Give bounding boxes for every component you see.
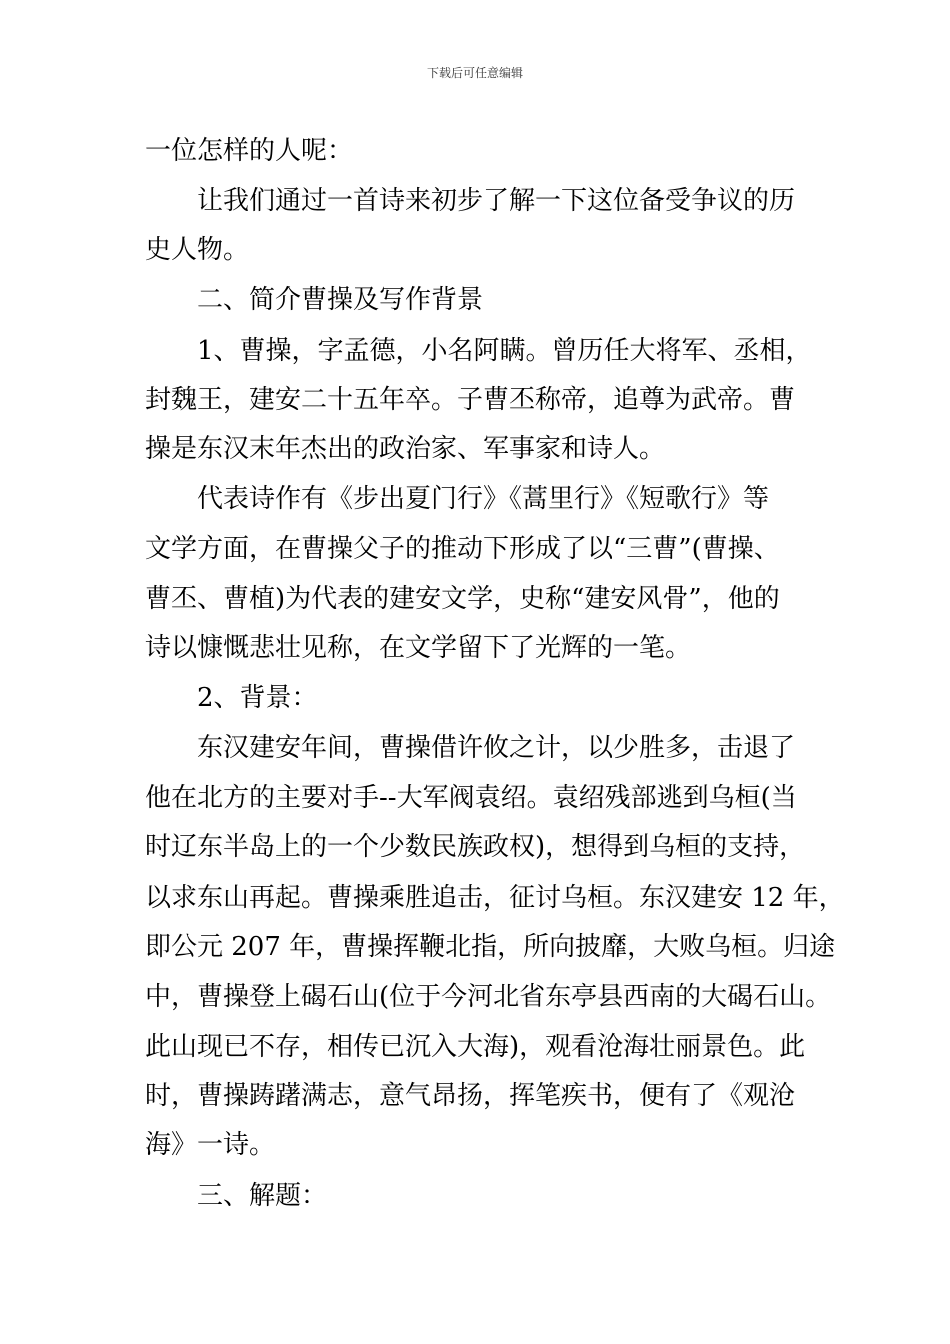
text-line-background-2: 他在北方的主要对手--大军阀袁绍。袁绍残部逃到乌桓(当: [145, 783, 797, 813]
text-line-background-1: 东汉建安年间，曹操借许攸之计，以少胜多，击退了: [197, 733, 796, 763]
text-line-works-3: 曹丕、曹植)为代表的建安文学，史称“建安风骨”，他的: [145, 584, 780, 614]
section-heading-3: 三、解题：: [197, 1181, 328, 1211]
text-line-background-4: 以求东山再起。曹操乘胜追击，征讨乌桓。东汉建安 12 年，: [145, 883, 845, 913]
text-line-background-6: 中，曹操登上碣石山(位于今河北省东亭县西南的大碣石山。: [145, 982, 832, 1012]
text-line-background-8: 时，曹操踌躇满志，意气昂扬，挥笔疾书，便有了《观沧: [145, 1081, 796, 1111]
section-heading-2: 二、简介曹操及写作背景: [197, 285, 484, 315]
text-line-poem-intro-cont: 史人物。: [145, 235, 250, 265]
text-line-works-1: 代表诗作有《步出夏门行》《蒿里行》《短歌行》等: [197, 484, 770, 514]
text-line-background-3: 时辽东半岛上的一个少数民族政权)，想得到乌桓的支持，: [145, 832, 806, 862]
text-line-bio-1: 1、曹操，字孟德，小名阿瞒。曾历任大将军、丞相，: [197, 336, 812, 366]
text-line-works-2: 文学方面，在曹操父子的推动下形成了以“三曹”(曹操、: [145, 534, 780, 564]
text-line-bio-2: 封魏王，建安二十五年卒。子曹丕称帝，追尊为武帝。曹: [145, 385, 796, 415]
text-line-poem-intro: 让我们通过一首诗来初步了解一下这位备受争议的历: [197, 186, 796, 216]
text-line-background-5: 即公元 207 年，曹操挥鞭北指，所向披靡，大败乌桓。归途: [145, 932, 836, 962]
text-line-intro-question: 一位怎样的人呢：: [145, 136, 354, 166]
text-line-bio-3: 操是东汉末年杰出的政治家、军事家和诗人。: [145, 434, 666, 464]
text-line-background-7: 此山现已不存，相传已沉入大海)，观看沧海壮丽景色。此: [145, 1032, 806, 1062]
text-line-background-9: 海》一诗。: [145, 1130, 276, 1160]
page-header: 下载后可任意编辑: [426, 66, 523, 80]
text-line-works-4: 诗以慷慨悲壮见称，在文学留下了光辉的一笔。: [145, 633, 692, 663]
section-heading-background: 2、背景：: [197, 683, 318, 713]
